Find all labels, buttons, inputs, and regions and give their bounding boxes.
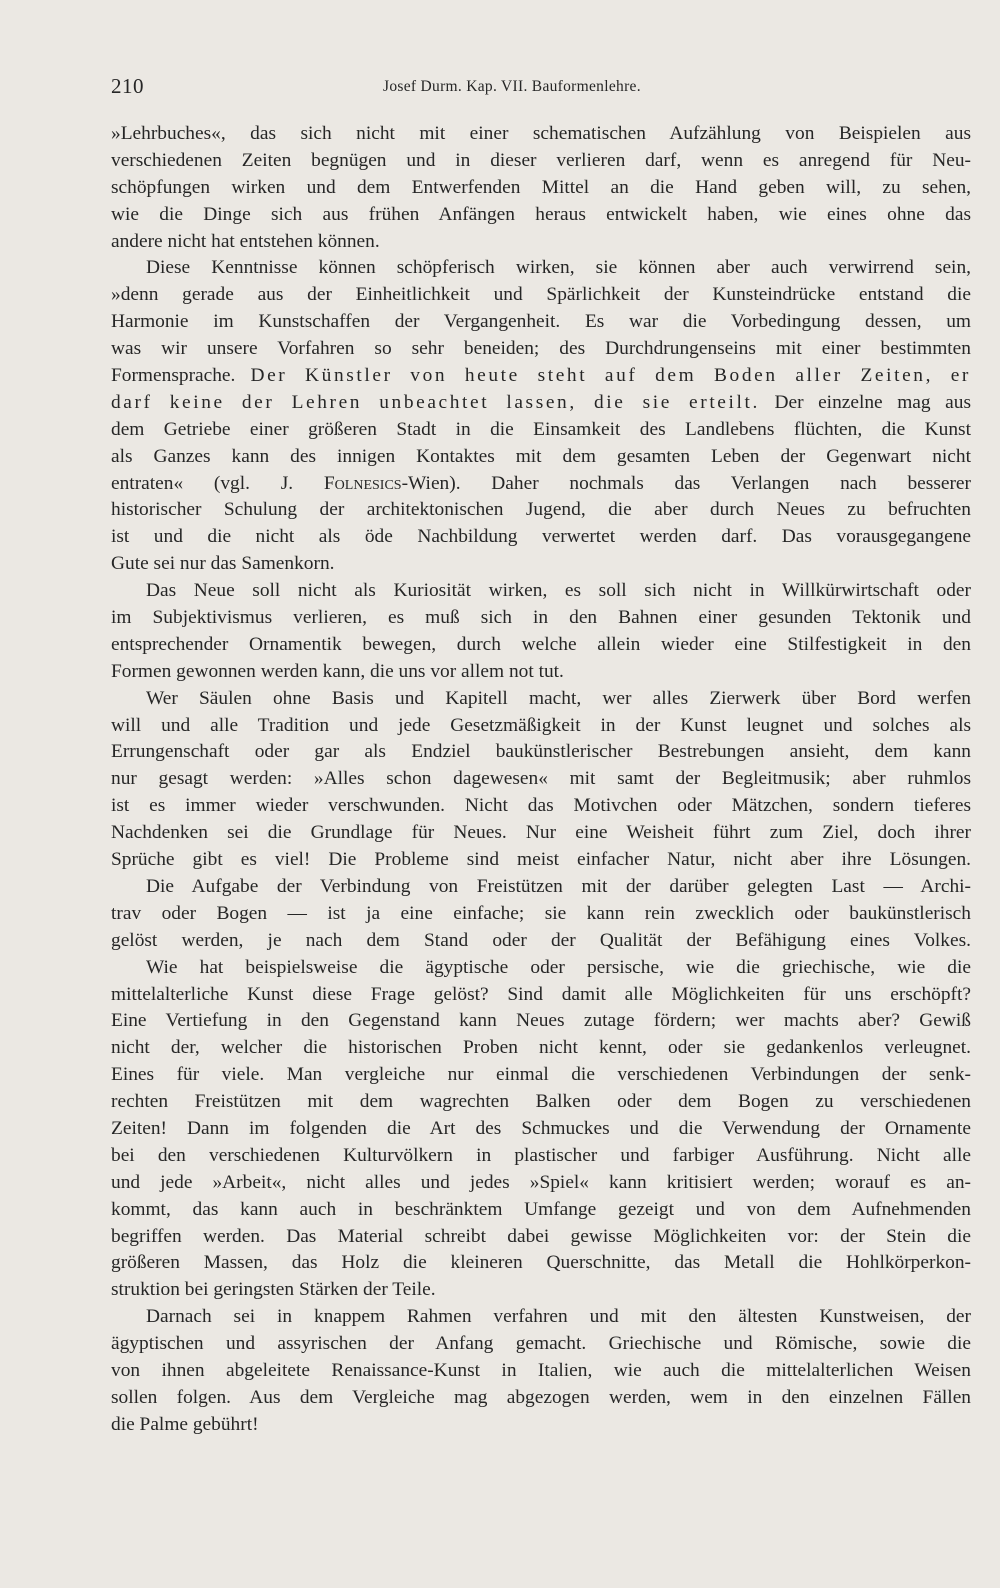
text-line: Errungenschaft oder gar als Endziel baukünstlerischer Bestrebungen ansieht, dem kann [111,741,971,763]
text-line: entsprechender Ornamentik bewegen, durch welche allein wieder eine Stilfestigkeit in den [111,633,971,655]
text-line: von ihnen abgeleitete Renaissance-Kunst in Italien, wie auch die mittelalterlichen Weisen [111,1359,971,1381]
text-line: Das Neue soll nicht als Kuriosität wirken, es soll sich nicht in Willkürwirtschaft oder [146,580,971,602]
text-line: »Lehrbuches«, das sich nicht mit einer schematischen Aufzählung von Beispielen aus [111,123,971,144]
text-line: Zeiten! Dann im folgenden die Art des Schmuckes und die Verwendung der Ornamente [111,1117,971,1139]
text-line: als Ganzes kann des innigen Kontaktes mit dem gesamten Leben der Gegenwart nicht [111,445,971,467]
text-line: wie die Dinge sich aus frühen Anfängen heraus entwickelt haben, wie eines ohne das [111,203,971,225]
text-line: begriffen werden. Das Material schreibt dabei gewisse Möglichkeiten vor: der Stein die [111,1225,971,1247]
page-number: 210 [111,74,144,98]
text-line: trav oder Bogen — ist ja eine einfache; sie kann rein zwecklich oder baukünstlerisch [111,902,971,924]
text-line: ägyptischen und assyrischen der Anfang gemacht. Griechische und Römische, sowie die [111,1333,971,1355]
text-line: Sprüche gibt es viel! Die Probleme sind meist einfacher Natur, nicht aber ihre Lösungen. [111,849,971,871]
spaced-emphasis: darf keine der Lehren unbeachtet lassen, die sie erteilt. [111,391,760,413]
text-line: dem Getriebe einer größeren Stadt in die Einsamkeit des Landlebens flüchten, die Kunst [111,418,971,440]
text-line: Wer Säulen ohne Basis und Kapitell macht, wer alles Zierwerk über Bord werfen [146,687,971,709]
text-line [111,363,971,390]
text-line: Nachdenken sei die Grundlage für Neues. Nur eine Weisheit führt zum Ziel, doch ihrer [111,822,971,844]
text-line [111,471,971,498]
text-line: will und alle Tradition und jede Gesetzmäßigkeit in der Kunst leugnet und solches als [111,714,971,736]
text-line: Harmonie im Kunstschaffen der Vergangenheit. Es war die Vorbedingung dessen, um [111,311,971,333]
text-line: nicht der, welcher die historischen Proben nicht kennt, oder sie gedankenlos verleugnet. [111,1037,971,1059]
text-line: Wie hat beispielsweise die ägyptische oder persische, wie die griechische, wie die [146,956,971,978]
text-line: Gute sei nur das Samenkorn. [111,553,335,575]
text-line: kommt, das kann auch in beschränktem Umfange gezeigt und von dem Aufnehmenden [111,1198,971,1220]
text-line: größeren Massen, das Holz die kleineren Querschnitte, das Metall die Hohlkörperkon- [111,1252,971,1274]
text-line: ist es immer wieder verschwunden. Nicht das Motivchen oder Mätzchen, sondern tieferes [111,795,971,817]
text-line: historischer Schulung der architektonischen Jugend, die aber durch Neues zu befruchten [111,499,971,521]
page-header [111,74,971,102]
text-line: ist und die nicht als öde Nachbildung verwertet werden darf. Das vorausgegangene [111,526,971,548]
text-line: Formen gewonnen werden kann, die uns vor allem not tut. [111,660,564,682]
text-line: bei den verschiedenen Kulturvölkern in plastischer und farbiger Ausführung. Nicht alle [111,1144,971,1166]
text-line: struktion bei geringsten Stärken der Teile. [111,1279,436,1301]
text-line: gelöst werden, je nach dem Stand oder der Qualität der Befähigung eines Volkes. [111,929,971,951]
text-line: was wir unsere Vorfahren so sehr beneiden; des Durchdrungenseins mit einer bestimmten [111,338,971,360]
text-line: sollen folgen. Aus dem Vergleiche mag abgezogen werden, wem in den einzelnen Fällen [111,1386,971,1408]
text-line: rechten Freistützen mit dem wagrechten Balken oder dem Bogen zu verschiedenen [111,1091,971,1113]
text-line: »denn gerade aus der Einheitlichkeit und Spärlichkeit der Kunsteindrücke entstand die [111,284,971,306]
text-line: Eine Vertiefung in den Gegenstand kann Neues zutage fördern; wer machts aber? Gewiß [111,1010,971,1032]
text-line [111,390,971,417]
body-text [111,121,971,1439]
text-segment: Der einzelne mag aus [774,391,971,413]
author-name: Folnesics [323,472,402,494]
text-line: Die Aufgabe der Verbindung von Freistützen mit der darüber gelegten Last — Archi- [146,875,971,897]
text-segment: entraten« (vgl. J. [111,472,294,494]
text-line: mittelalterliche Kunst diese Frage gelöst? Sind damit alle Möglichkeiten für uns erschöpft? [111,983,971,1005]
spaced-emphasis: Der Künstler von heute steht auf dem Boden aller Zeiten, er [250,365,971,387]
text-line: die Palme gebührt! [111,1413,259,1435]
text-segment: Formensprache. [111,365,236,387]
text-line: im Subjektivismus verlieren, es muß sich in den Bahnen einer gesunden Tektonik und [111,607,971,629]
text-line: Eines für viele. Man vergleiche nur einmal die verschiedenen Verbindungen der senk- [111,1064,971,1086]
text-line: verschiedenen Zeiten begnügen und in dieser verlieren darf, wenn es anregend für Neu- [111,149,971,171]
text-line: nur gesagt werden: »Alles schon dagewesen« mit samt der Begleitmusik; aber ruhmlos [111,768,971,790]
running-head: Josef Durm. Kap. VII. Bauformenlehre. [383,78,641,95]
text-line: und jede »Arbeit«, nicht alles und jedes »Spiel« kann kritisiert werden; worauf es an- [111,1171,971,1193]
text-line: andere nicht hat entstehen können. [111,230,380,252]
text-line: Diese Kenntnisse können schöpferisch wirken, sie können aber auch verwirrend sein, [146,257,971,279]
text-segment: -Wien). Daher nochmals das Verlangen nach besserer [401,472,971,494]
text-line: Darnach sei in knappem Rahmen verfahren und mit den ältesten Kunstweisen, der [146,1306,971,1328]
text-line: schöpfungen wirken und dem Entwerfenden Mittel an die Hand geben will, zu sehen, [111,176,971,198]
